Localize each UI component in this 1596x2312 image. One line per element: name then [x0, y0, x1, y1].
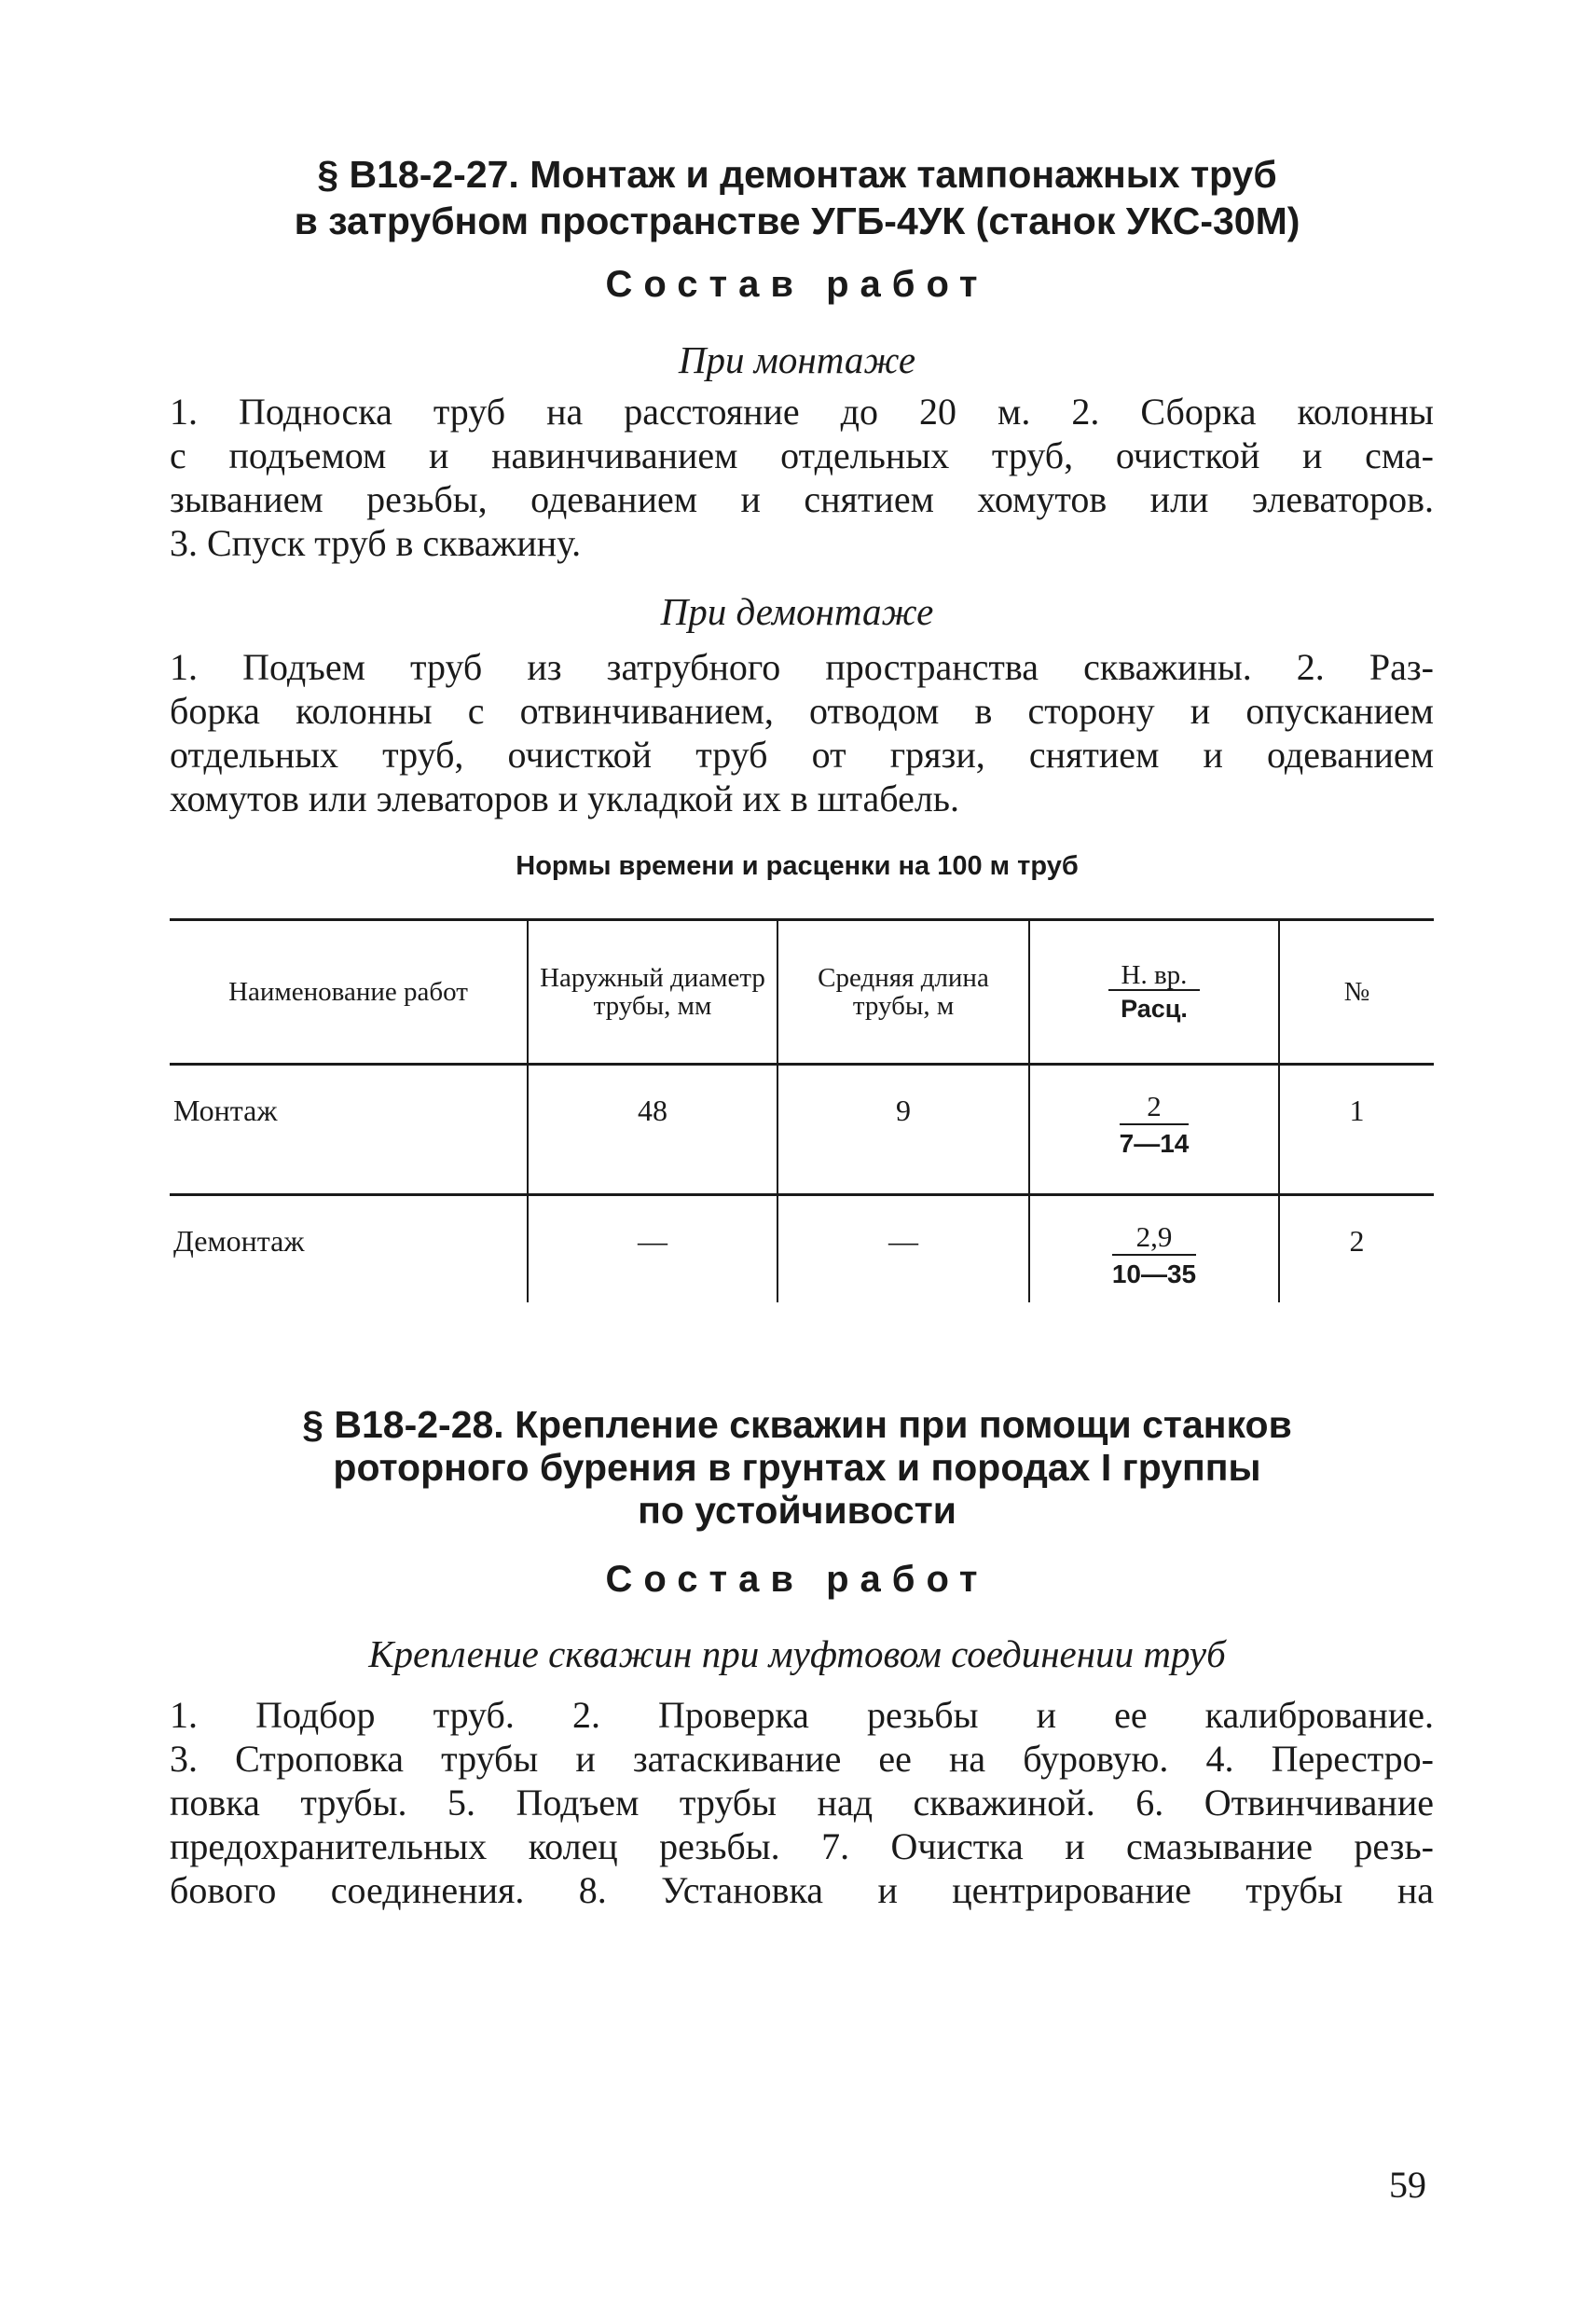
- header-diameter: Наружный диаметр трубы, мм: [528, 920, 777, 1065]
- dismount-title: При демонтаже: [660, 590, 934, 633]
- text-line: хомутов или элеваторов и укладкой их в штабель.: [170, 778, 960, 819]
- text-line: 1. Подъем труб из затрубного пространства скважины. 2. Раз-: [170, 646, 1434, 688]
- cell-number: 1: [1279, 1065, 1434, 1195]
- header-number: №: [1279, 920, 1434, 1065]
- text-line: 1. Подноска труб на расстояние до 20 м. 2. Сборка колонны: [170, 391, 1434, 433]
- section-heading-b18-2-27: [186, 151, 1408, 244]
- norm-time-label: Н. вр.: [1108, 961, 1201, 991]
- header-norm: [1029, 920, 1279, 1065]
- section2-paragraph: [170, 1693, 1434, 1912]
- cell-length: —: [777, 1195, 1029, 1302]
- rate-value: 10—35: [1111, 1259, 1197, 1288]
- rate-value: 7—14: [1119, 1129, 1190, 1158]
- mount-paragraph: [170, 390, 1434, 565]
- text-line: предохранительных колец резьбы. 7. Очистка и смазывание резь-: [170, 1825, 1434, 1867]
- cell-norm: [1029, 1065, 1279, 1195]
- norm-fraction: [1112, 1220, 1196, 1289]
- norms-table: [170, 918, 1434, 1302]
- header-length: Средняя длина трубы, м: [777, 920, 1029, 1065]
- composition-title: Состав работ: [605, 264, 989, 305]
- text-line: 3. Строповка трубы и затаскивание ее на буровую. 4. Перестро-: [170, 1738, 1434, 1780]
- norm-fraction: [1120, 1090, 1190, 1159]
- cell-name: Демонтаж: [173, 1224, 305, 1258]
- norm-time-value: 2,9: [1112, 1220, 1196, 1256]
- text-line: отдельных труб, очисткой труб от грязи, снятием и одеванием: [170, 734, 1434, 776]
- text-line: бового соединения. 8. Установка и центрирование трубы на: [170, 1869, 1434, 1911]
- text-line: 3. Спуск труб в скважину.: [170, 522, 582, 564]
- heading-line: роторного бурения в грунтах и породах I группы: [333, 1446, 1261, 1489]
- table-caption: Нормы времени и расценки на 100 м труб: [516, 851, 1079, 881]
- cell-length: 9: [777, 1065, 1029, 1195]
- page-number: 59: [1389, 2164, 1426, 2206]
- table-header-row: [170, 920, 1434, 1065]
- cell-norm: [1029, 1195, 1279, 1302]
- text-line: борка колонны с отвинчиванием, отводом в сторону и опусканием: [170, 690, 1434, 732]
- heading-line: § В18-2-27. Монтаж и демонтаж тампонажных труб: [317, 153, 1277, 196]
- text-line: 1. Подбор труб. 2. Проверка резьбы и ее калибрование.: [170, 1694, 1434, 1736]
- heading-line: в затрубном пространстве УГБ-4УК (станок УКС-30М): [294, 200, 1300, 242]
- composition-title: Состав работ: [605, 1559, 989, 1600]
- text-line: с подъемом и навинчиванием отдельных труб, очисткой и сма-: [170, 434, 1434, 476]
- norm-fraction: [1108, 961, 1201, 1023]
- text-line: зыванием резьбы, одеванием и снятием хомутов или элеваторов.: [170, 478, 1434, 520]
- cell-diameter: 48: [528, 1065, 777, 1195]
- header-name: Наименование работ: [228, 977, 468, 1007]
- table-row: [170, 1065, 1434, 1195]
- dismount-paragraph: [170, 645, 1434, 820]
- table-row: [170, 1195, 1434, 1302]
- norm-time-value: 2: [1120, 1090, 1190, 1125]
- cell-diameter: —: [528, 1195, 777, 1302]
- section-heading-b18-2-28: [186, 1403, 1408, 1532]
- cell-name: Монтаж: [173, 1094, 278, 1127]
- cell-number: 2: [1279, 1195, 1434, 1302]
- mount-title: При монтаже: [678, 338, 916, 381]
- heading-line: § В18-2-28. Крепление скважин при помощи станков: [302, 1403, 1292, 1446]
- subtitle: Крепление скважин при муфтовом соединении труб: [368, 1632, 1226, 1675]
- heading-line: по устойчивости: [638, 1489, 956, 1532]
- text-line: повка трубы. 5. Подъем трубы над скважиной. 6. Отвинчивание: [170, 1782, 1434, 1823]
- rate-label: Расц.: [1121, 995, 1188, 1023]
